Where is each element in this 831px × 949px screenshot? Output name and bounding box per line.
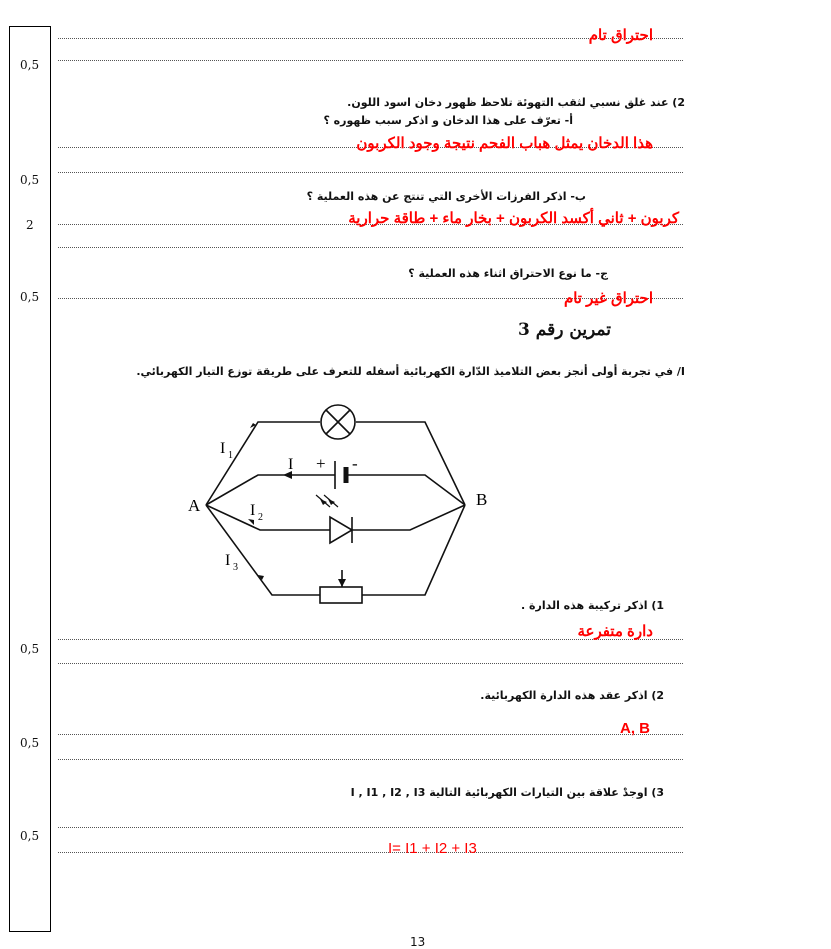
node-b-label: B <box>476 490 488 509</box>
answer-nodes: A, B <box>620 720 650 737</box>
answer-line <box>58 852 683 853</box>
diode-icon <box>330 517 352 543</box>
exercise-question-1: 1) اذكر تركيبة هذه الدارة . <box>520 599 664 612</box>
wire-bottom-left <box>206 505 320 595</box>
current-i2-sub: 2 <box>258 512 263 523</box>
wire-bottom-right <box>362 505 465 595</box>
page-number: 13 <box>410 935 426 949</box>
answer-circuit-type: دارة متفرعة <box>577 623 653 640</box>
exercise-intro: I/ في تجربة أولى أنجز بعض التلاميذ الدّارة الكهربائية أسفله للتعرف على طريقة توزع التيار الكهربائي. <box>136 365 685 378</box>
answer-products: كربون + ثاني أكسد الكربون + بخار ماء + طاقة حرارية <box>348 210 679 227</box>
grade-mark: 0,5 <box>20 173 40 187</box>
answer-complete-combustion: احتراق تام <box>588 27 653 44</box>
exercise-question-3: 3) اوجدْ علاقة بين التيارات الكهربائية التالية I , I1 , I2 , I3 <box>350 786 664 799</box>
rheostat-icon <box>320 587 362 603</box>
exercise-question-2: 2) اذكر عقد هذه الدارة الكهربائية. <box>480 689 664 702</box>
lamp-cross <box>326 410 350 434</box>
diode-rays <box>316 495 338 507</box>
wire-battery-left <box>206 475 335 505</box>
answer-smoke: هذا الدخان يمثل هباب الفحم نتيجة وجود الكربون <box>356 135 653 152</box>
question-2a: أ- تعرّف على هذا الدخان و اذكر سبب ظهوره ؟ <box>323 114 573 127</box>
answer-line <box>58 827 683 828</box>
wire-top-left <box>206 422 320 505</box>
grade-mark: 0,5 <box>20 290 40 304</box>
grading-margin <box>9 26 51 932</box>
question-2c: ج- ما نوع الاحتراق اثناء هذه العملية ؟ <box>408 267 608 280</box>
current-i3-label: I <box>225 552 231 569</box>
grade-mark: 0,5 <box>20 736 40 750</box>
node-a-label: A <box>188 496 201 515</box>
circuit-diagram <box>180 395 510 615</box>
current-i2-label: I <box>250 502 256 519</box>
exercise-title: تمرين رقم 3 <box>518 320 611 340</box>
wire-diode-left <box>206 505 330 530</box>
battery-plus: + <box>316 454 326 473</box>
current-i1-sub: 1 <box>228 450 233 461</box>
arrow-slider <box>338 579 346 587</box>
grade-mark: 0,5 <box>20 829 40 843</box>
answer-current-relation: I= I1 + I2 + I3 <box>388 840 477 857</box>
wire-battery-right <box>346 475 465 505</box>
answer-line <box>58 734 683 735</box>
grade-mark: 0,5 <box>20 58 40 72</box>
answer-line <box>58 759 683 760</box>
answer-line <box>58 60 683 61</box>
battery-minus: - <box>352 454 358 473</box>
grade-mark: 0,5 <box>20 642 40 656</box>
answer-line <box>58 172 683 173</box>
answer-incomplete-combustion: احتراق غير تام <box>563 290 653 307</box>
question-2b: ب- اذكر الفرزات الأخرى التي تنتج عن هذه العملية ؟ <box>306 190 586 203</box>
answer-line <box>58 247 683 248</box>
grade-mark: 2 <box>26 218 34 232</box>
current-i3-sub: 3 <box>233 562 238 573</box>
wire-diode-right <box>352 505 465 530</box>
current-i1-label: I <box>220 440 226 457</box>
question-2-intro: 2) عند غلق نسبي لثقب التهوئة تلاحظ ظهور دخان اسود اللون. <box>347 96 685 109</box>
answer-line <box>58 663 683 664</box>
current-i-label: I <box>288 456 294 473</box>
